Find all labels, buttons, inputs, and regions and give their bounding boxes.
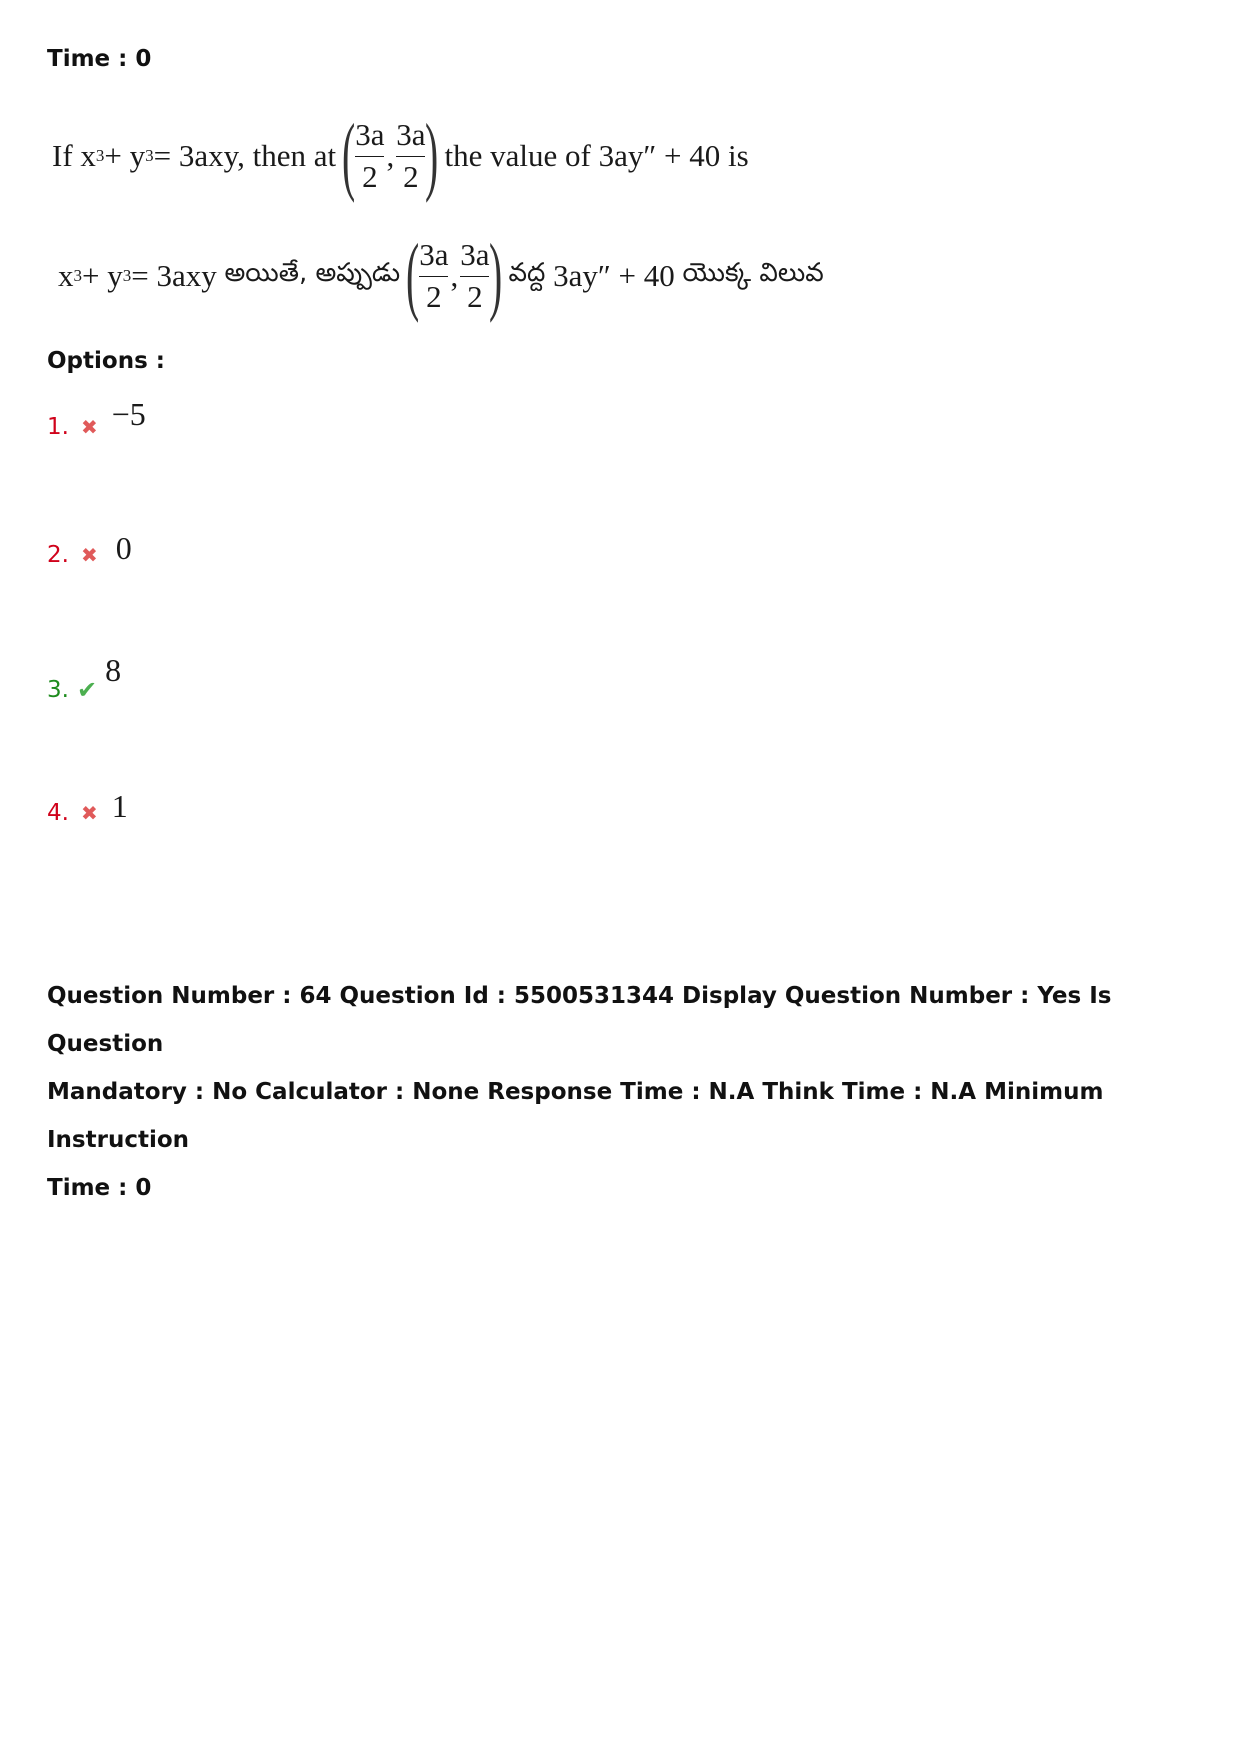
question-text-english <box>52 108 749 204</box>
fraction-denominator: 2 <box>403 158 419 194</box>
option-number: 1. <box>47 414 69 440</box>
previous-question-time: Time : 0 <box>47 46 152 72</box>
option-3[interactable] <box>47 651 122 704</box>
q-en-plus: + y <box>104 138 146 173</box>
wrong-mark-icon: ✖ <box>80 543 98 567</box>
fraction-denominator: 2 <box>426 278 442 314</box>
fraction-separator: , <box>450 258 459 293</box>
metadata-line-1: Question Number : 64 Question Id : 5500531344 Display Question Number : Yes Is Question <box>47 983 1112 1057</box>
fraction-numerator: 3a <box>396 117 426 153</box>
fraction-separator: , <box>386 138 395 173</box>
wrong-mark-icon: ✖ <box>80 801 98 825</box>
q-en-exp2: 3 <box>145 146 154 165</box>
q-te-word1: అయితే, అప్పుడు <box>224 258 401 288</box>
fraction-2 <box>460 238 489 313</box>
option-2[interactable] <box>47 529 132 568</box>
fraction-1 <box>419 238 448 313</box>
metadata-line-2: Mandatory : No Calculator : None Response Time : N.A Think Time : N.A Minimum Instruction <box>47 1079 1104 1153</box>
fraction-1 <box>355 118 384 193</box>
option-1[interactable] <box>47 395 146 440</box>
option-value: 1 <box>111 787 128 824</box>
option-number: 2. <box>47 542 69 568</box>
option-value: 0 <box>115 529 132 566</box>
right-paren: ) <box>425 107 439 204</box>
option-value: 8 <box>105 651 122 688</box>
q-te-x: x <box>58 258 74 293</box>
q-te-word3: యొక్క విలువ <box>682 258 824 288</box>
q-en-exp1: 3 <box>95 146 105 165</box>
q-te-exp2: 3 <box>122 266 132 285</box>
option-4[interactable] <box>47 787 128 826</box>
q-en-eq: = 3axy, then at <box>153 138 337 173</box>
left-paren: ( <box>405 227 420 324</box>
question-text-telugu <box>58 228 824 324</box>
q-en-prefix: If x <box>52 138 96 173</box>
fraction-denominator: 2 <box>362 158 378 194</box>
q-te-exp1: 3 <box>73 266 82 285</box>
fraction-2 <box>396 118 425 193</box>
left-paren: ( <box>341 107 356 204</box>
option-number: 3. <box>47 677 69 703</box>
correct-mark-icon: ✔ <box>76 676 98 704</box>
q-te-plus: + y <box>82 258 123 293</box>
fraction-numerator: 3a <box>460 237 490 273</box>
option-value: −5 <box>111 395 146 432</box>
fraction-numerator: 3a <box>355 117 385 153</box>
option-number: 4. <box>47 800 69 826</box>
q-te-word2: వద్ద <box>508 258 546 288</box>
options-heading: Options : <box>47 348 165 374</box>
metadata-line-3: Time : 0 <box>47 1175 152 1201</box>
q-te-expr: 3ay″ + 40 <box>553 258 675 293</box>
fraction-numerator: 3a <box>419 237 449 273</box>
right-paren: ) <box>489 227 503 324</box>
q-te-eq: = 3axy <box>131 258 217 293</box>
q-en-suffix: the value of 3ay″ + 40 is <box>444 138 749 173</box>
wrong-mark-icon: ✖ <box>80 415 98 439</box>
question-metadata <box>47 972 1207 1212</box>
fraction-denominator: 2 <box>467 278 483 314</box>
